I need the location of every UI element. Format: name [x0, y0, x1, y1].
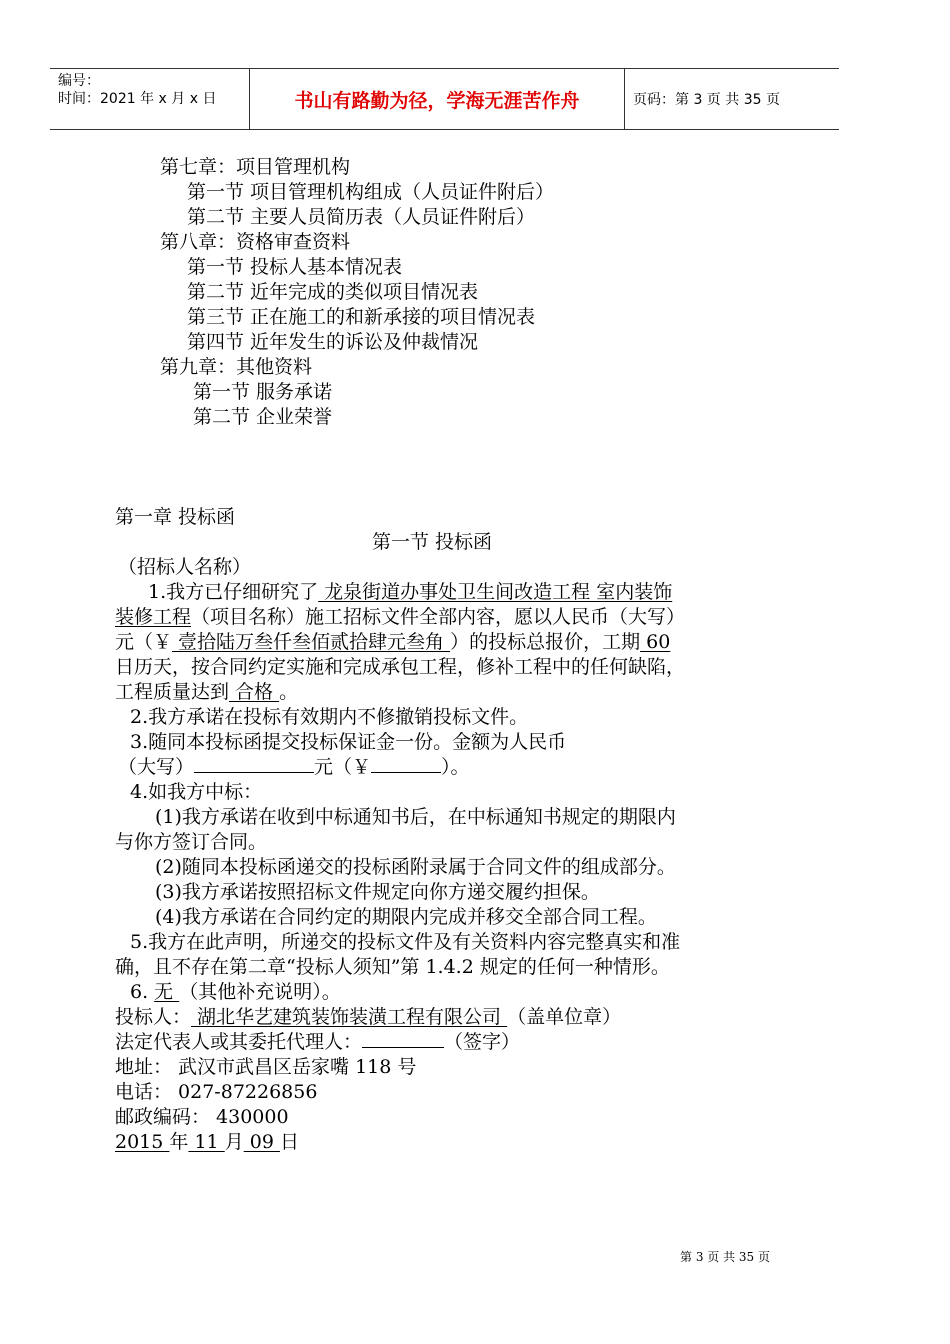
date-year: 2015 — [115, 1131, 170, 1153]
amount-figure-blank — [371, 754, 441, 773]
item-4-1-line-1: (1)我方承诺在收到中标通知书后，在中标通知书规定的期限内 — [155, 806, 676, 828]
other-notes: 无 — [154, 981, 180, 1003]
paragraph-1-line-2: 装修工程（项目名称）施工招标文件全部内容，愿以人民币（大写） — [115, 606, 686, 628]
postcode: 邮政编码： 430000 — [115, 1106, 289, 1128]
header-page-info: 页码：第 3 页 共 35 页 — [633, 92, 780, 108]
toc-item: 第二节 企业荣誉 — [193, 406, 333, 428]
signature-blank — [362, 1029, 444, 1048]
toc-item: 第一节 项目管理机构组成（人员证件附后） — [187, 181, 555, 203]
date-line: 2015 年 11 月 09 日 — [115, 1131, 299, 1153]
toc-item: 第七章：项目管理机构 — [160, 156, 351, 178]
paragraph-6: 6. 无 （其他补充说明）。 — [130, 981, 341, 1003]
time-label: 时间：2021 年 x 月 x 日 — [58, 91, 217, 107]
bidder-name: 湖北华艺建筑装饰装潢工程有限公司 — [191, 1006, 508, 1028]
toc-item: 第一节 投标人基本情况表 — [187, 256, 403, 278]
header-motto: 书山有路勤为径，学海无涯苦作舟 — [250, 69, 625, 129]
recipient: （招标人名称） — [118, 556, 252, 578]
bid-amount: 壹拾陆万叁仟叁佰贰拾肆元叁角 — [172, 631, 451, 653]
paragraph-1-line-5: 工程质量达到 合格 。 — [115, 681, 299, 703]
toc-item: 第二节 近年完成的类似项目情况表 — [187, 281, 479, 303]
date-month: 11 — [188, 1131, 225, 1153]
amount-words-blank — [194, 754, 314, 773]
paragraph-3-line-2: （大写） 元（￥ ）。 — [118, 756, 470, 778]
phone: 电话： 027-87226856 — [115, 1081, 318, 1103]
address: 地址： 武汉市武昌区岳家嘴 118 号 — [115, 1056, 417, 1078]
project-name: 龙泉街道办事处卫生间改造工程 室内装饰 — [318, 581, 673, 603]
paragraph-1-line-3: 元（￥ 壹拾陆万叁仟叁佰贰拾肆元叁角 ）的投标总报价，工期 60 — [115, 631, 671, 653]
chapter-title: 第一章 投标函 — [115, 506, 236, 528]
page-footer: 第 3 页 共 35 页 — [680, 1250, 770, 1264]
duration-days: 60 — [640, 631, 671, 653]
bidder-line: 投标人： 湖北华艺建筑装饰装潢工程有限公司 （盖单位章） — [115, 1006, 622, 1028]
date-day: 09 — [243, 1131, 280, 1153]
paragraph-5-line-1: 5.我方在此声明，所递交的投标文件及有关资料内容完整真实和准 — [130, 931, 681, 953]
item-4-3: (3)我方承诺按照招标文件规定向你方递交履约担保。 — [155, 881, 600, 903]
page-header — [50, 68, 839, 130]
paragraph-5-line-2: 确，且不存在第二章“投标人须知”第 1.4.2 规定的任何一种情形。 — [115, 956, 670, 978]
code-label: 编号： — [58, 73, 100, 89]
toc-item: 第二节 主要人员简历表（人员证件附后） — [187, 206, 536, 228]
section-title: 第一节 投标函 — [372, 531, 493, 553]
item-4-1-line-2: 与你方签订合同。 — [115, 831, 268, 853]
item-4-4: (4)我方承诺在合同约定的期限内完成并移交全部合同工程。 — [155, 906, 657, 928]
paragraph-3-line-1: 3.随同本投标函提交投标保证金一份。金额为人民币 — [130, 731, 567, 753]
toc-item: 第四节 近年发生的诉讼及仲裁情况 — [187, 331, 479, 353]
toc-item: 第八章：资格审查资料 — [160, 231, 351, 253]
toc-item: 第一节 服务承诺 — [193, 381, 333, 403]
paragraph-1-line-4: 日历天，按合同约定实施和完成承包工程，修补工程中的任何缺陷， — [115, 656, 686, 678]
quality-standard: 合格 — [229, 681, 280, 703]
project-name-cont: 装修工程 — [115, 606, 192, 628]
paragraph-2: 2.我方承诺在投标有效期内不修撤销投标文件。 — [130, 706, 529, 728]
toc-item: 第三节 正在施工的和新承接的项目情况表 — [187, 306, 536, 328]
header-meta — [50, 69, 250, 129]
paragraph-4: 4.如我方中标： — [130, 781, 263, 803]
item-4-2: (2)随同本投标函递交的投标函附录属于合同文件的组成部分。 — [155, 856, 676, 878]
toc-item: 第九章：其他资料 — [160, 356, 313, 378]
paragraph-1-line-1: 1.我方已仔细研究了 龙泉街道办事处卫生间改造工程 室内装饰 — [148, 581, 673, 603]
representative-line: 法定代表人或其委托代理人： （签字） — [115, 1031, 521, 1053]
